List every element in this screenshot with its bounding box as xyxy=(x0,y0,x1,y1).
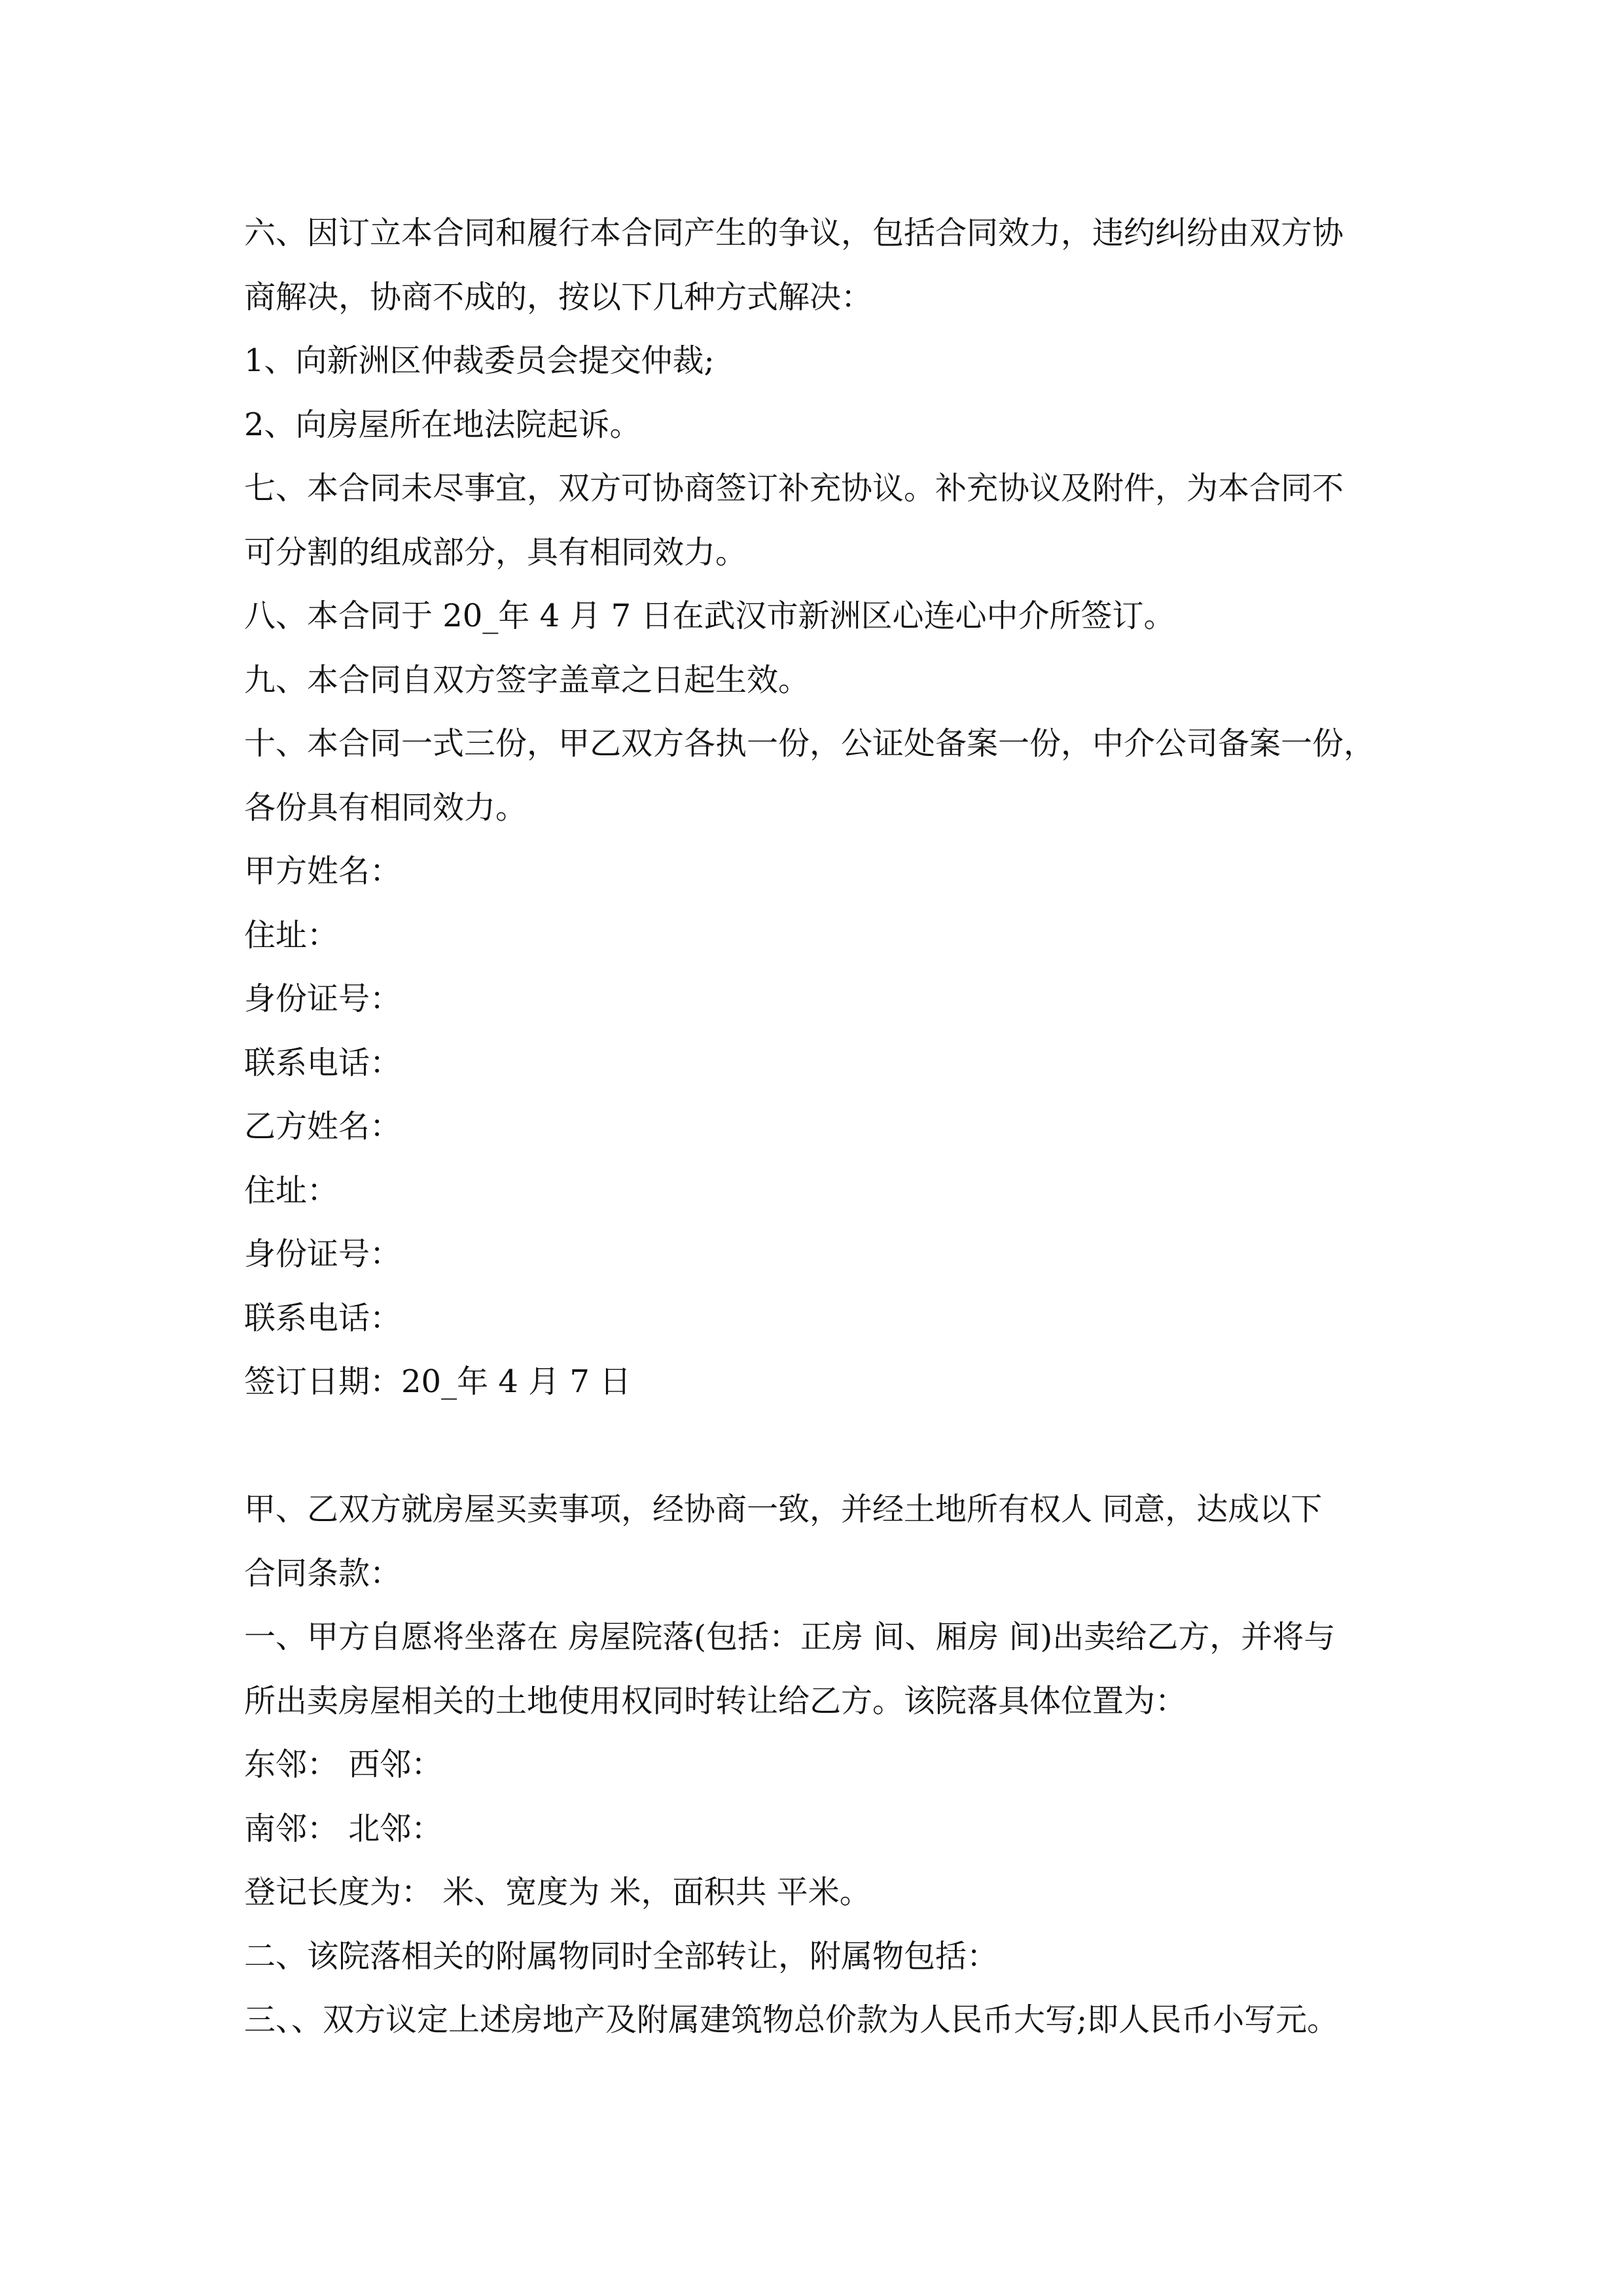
party-a-address-field: 住址： xyxy=(244,916,339,954)
east-west-neighbors: 东邻： 西邻： xyxy=(244,1746,443,1783)
preamble-line-2: 合同条款： xyxy=(244,1554,402,1592)
preamble-line-1: 甲、乙双方就房屋买卖事项，经协商一致，并经土地所有权人 同意，达成以下 xyxy=(244,1491,1323,1528)
clause-9: 九、本合同自双方签字盖章之日起生效。 xyxy=(244,661,810,698)
clause-6-line-2: 商解决，协商不成的，按以下几种方式解决： xyxy=(244,278,873,315)
party-b-id-field: 身份证号： xyxy=(244,1236,402,1272)
party-a-name-field: 甲方姓名： xyxy=(244,853,402,889)
section-spacer xyxy=(244,1414,1383,1479)
registered-dimensions: 登记长度为： 米、宽度为 米，面积共 平米。 xyxy=(244,1874,871,1910)
clause-6-option-2: 2、向房屋所在地法院起诉。 xyxy=(244,406,641,443)
clause-1-line-1: 一、甲方自愿将坐落在 房屋院落(包括：正房 间、厢房 间)出卖给乙方，并将与 xyxy=(244,1619,1336,1655)
party-b-phone-field: 联系电话： xyxy=(244,1299,402,1336)
south-north-neighbors: 南邻： 北邻： xyxy=(244,1810,443,1847)
clause-2: 二、该院落相关的附属物同时全部转让，附属物包括： xyxy=(244,1937,999,1975)
clause-3: 三、、双方议定上述房地产及附属建筑物总价款为人民币大写;即人民币小写元。 xyxy=(244,2001,1339,2038)
party-a-id-field: 身份证号： xyxy=(244,980,402,1017)
clause-6-option-1: 1、向新洲区仲裁委员会提交仲裁; xyxy=(244,342,715,379)
clause-10-line-2: 各份具有相同效力。 xyxy=(244,789,527,826)
party-b-name-field: 乙方姓名： xyxy=(244,1108,402,1145)
clause-7-line-2: 可分割的组成部分，具有相同效力。 xyxy=(244,533,747,571)
party-a-phone-field: 联系电话： xyxy=(244,1044,402,1081)
contract-text xyxy=(244,202,1383,2053)
clause-6-line-1: 六、因订立本合同和履行本合同产生的争议，包括合同效力，违约纠纷由双方协 xyxy=(244,215,1344,251)
clause-1-line-2: 所出卖房屋相关的土地使用权同时转让给乙方。该院落具体位置为： xyxy=(244,1682,1187,1719)
clause-8: 八、本合同于 20_年 4 月 7 日在武汉市新洲区心连心中介所签订。 xyxy=(244,598,1175,634)
party-b-address-field: 住址： xyxy=(244,1172,339,1209)
signing-date: 签订日期：20_年 4 月 7 日 xyxy=(244,1363,632,1400)
clause-10-line-1: 十、本合同一式三份，甲乙双方各执一份，公证处备案一份，中介公司备案一份， xyxy=(244,725,1376,762)
clause-7-line-1: 七、本合同未尽事宜，双方可协商签订补充协议。补充协议及附件，为本合同不 xyxy=(244,470,1344,507)
